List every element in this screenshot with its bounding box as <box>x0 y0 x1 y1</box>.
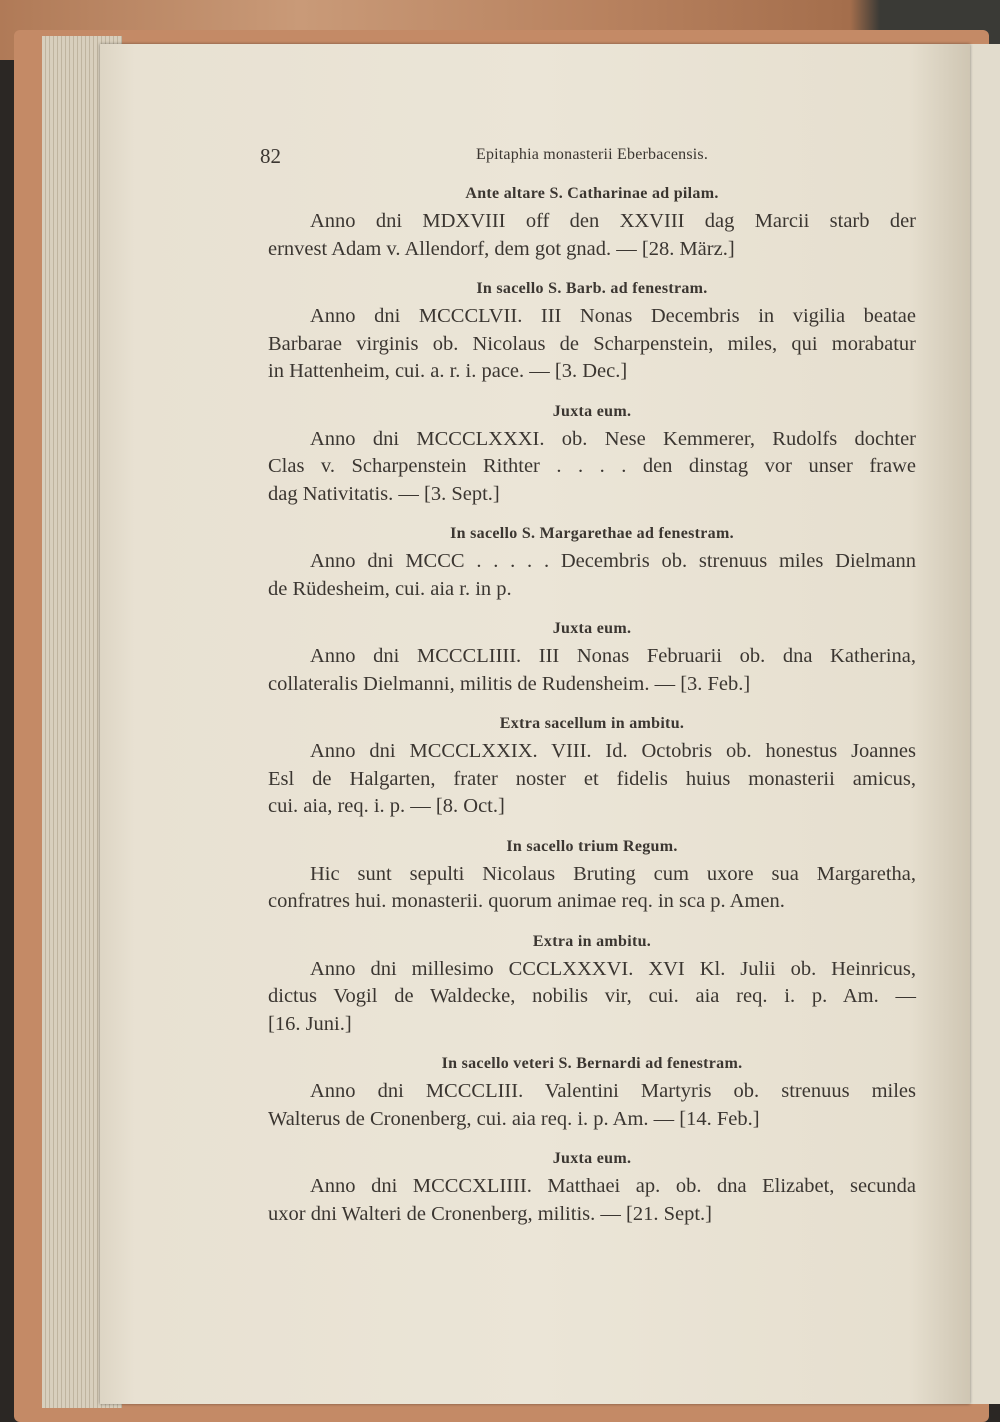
text-line: dag Nativitatis. — [3. Sept.] <box>268 482 500 505</box>
text-line: Esl de Halgarten, frater noster et fidelis huius monasterii amicus, <box>268 767 916 790</box>
text-line: Anno dni MCCCLXXIX. VIII. Id. Octobris ob. honestus Joannes <box>310 740 916 762</box>
section-heading: Extra sacellum in ambitu. <box>499 715 685 732</box>
epitaph-section <box>268 928 916 1039</box>
epitaph-section <box>268 275 916 386</box>
text-line: Anno dni MCCCXLIIII. Matthaei ap. ob. dna Elizabet, secunda <box>310 1175 916 1197</box>
epitaph-section <box>268 520 916 603</box>
epitaph-section <box>268 833 916 916</box>
section-heading: In sacello trium Regum. <box>506 837 678 855</box>
epitaph-section <box>268 1050 916 1133</box>
text-line: de Rüdesheim, cui. aia r. in p. <box>268 577 512 600</box>
text-line: Walterus de Cronenberg, cui. aia req. i. p. Am. — [14. Feb.] <box>268 1107 760 1130</box>
text-block <box>260 140 916 1228</box>
text-line: Barbarae virginis ob. Nicolaus de Scharpenstein, miles, qui morabatur <box>268 332 916 355</box>
text-line: Hic sunt sepulti Nicolaus Bruting cum uxore sua Margaretha, <box>310 862 916 885</box>
text-line: Clas v. Scharpenstein Rithter . . . . den dinstag vor unser frawe <box>268 455 916 477</box>
epitaph-section <box>268 180 916 263</box>
epitaph-section <box>268 710 916 821</box>
text-line: dictus Vogil de Waldecke, nobilis vir, cui. aia req. i. p. Am. — <box>268 985 916 1007</box>
running-title: Epitaphia monasterii Eberbacensis. <box>475 146 709 163</box>
epitaph-section <box>268 398 916 509</box>
text-line: Anno dni millesimo CCCLXXXVI. XVI Kl. Julii ob. Heinricus, <box>310 957 916 980</box>
text-line: Anno dni MCCCLIII. Valentini Martyris ob. strenuus miles <box>310 1080 916 1102</box>
text-line: cui. aia, req. i. p. — [8. Oct.] <box>268 795 505 817</box>
section-heading: Juxta eum. <box>552 402 632 420</box>
epitaph-section <box>268 1145 916 1228</box>
section-heading: Ante altare S. Catharinae ad pilam. <box>465 185 719 202</box>
section-heading: In sacello veteri S. Bernardi ad fenestram. <box>441 1055 743 1072</box>
text-line: Anno dni MCCCLIIII. III Nonas Februarii ob. dna Katherina, <box>310 645 916 667</box>
text-line: Anno dni MDXVIII off den XXVIII dag Marcii starb der <box>310 210 916 232</box>
section-heading: Extra in ambitu. <box>532 932 652 950</box>
text-line: confratres hui. monasterii. quorum animae req. in sca p. Amen. <box>268 890 785 912</box>
text-line: uxor dni Walteri de Cronenberg, militis. — [21. Sept.] <box>268 1202 712 1225</box>
text-line: in Hattenheim, cui. a. r. i. pace. — [3. Dec.] <box>268 360 628 382</box>
text-line: Anno dni MCCCLXXXI. ob. Nese Kemmerer, Rudolfs dochter <box>310 427 916 450</box>
section-heading: In sacello S. Barb. ad fenestram. <box>476 280 708 297</box>
text-line: Anno dni MCCC . . . . . Decembris ob. strenuus miles Dielmann <box>310 550 916 572</box>
facing-page-edge <box>965 44 1000 1404</box>
text-line: Anno dni MCCCLVII. III Nonas Decembris in vigilia beatae <box>310 305 916 327</box>
text-line: ernvest Adam v. Allendorf, dem got gnad. — [28. März.] <box>268 237 735 260</box>
section-heading: In sacello S. Margarethae ad fenestram. <box>450 525 734 542</box>
section-heading: Juxta eum. <box>552 1150 632 1167</box>
epitaph-section <box>268 615 916 698</box>
epitaph-sections <box>268 180 916 1228</box>
text-line: [16. Juni.] <box>268 1012 352 1035</box>
section-heading: Juxta eum. <box>552 620 632 637</box>
running-header <box>260 140 916 174</box>
text-line: collateralis Dielmanni, militis de Rudensheim. — [3. Feb.] <box>268 672 751 695</box>
page-number: 82 <box>260 144 281 168</box>
